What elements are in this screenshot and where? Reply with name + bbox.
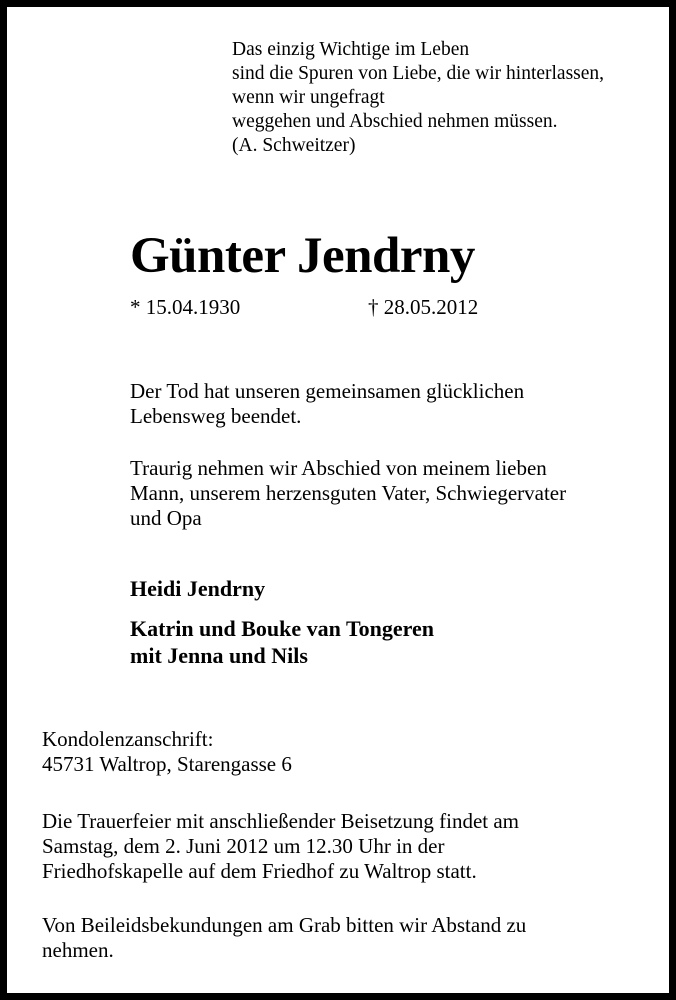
condolence-address: 45731 Waltrop, Starengasse 6 — [42, 752, 292, 776]
body-line: Der Tod hat unseren gemeinsamen glücklichen — [130, 379, 525, 403]
note-line: Von Beileidsbekundungen am Grab bitten wir Abstand zu — [42, 913, 527, 937]
service-line: Friedhofskapelle auf dem Friedhof zu Waltrop statt. — [42, 859, 477, 883]
body-line: Lebensweg beendet. — [130, 404, 302, 428]
quote-line: weggehen und Abschied nehmen müssen. — [232, 111, 558, 132]
service-line: Die Trauerfeier mit anschließender Beisetzung findet am — [42, 809, 520, 833]
mourner-name: mit Jenna und Nils — [130, 643, 308, 668]
quote-line: Das einzig Wichtige im Leben — [232, 39, 470, 60]
condolence-label: Kondolenzanschrift: — [42, 727, 214, 751]
quote-author: (A. Schweitzer) — [232, 135, 356, 156]
mourner-name: Katrin und Bouke van Tongeren — [130, 616, 435, 641]
death-date: † 28.05.2012 — [368, 295, 479, 319]
body-line: und Opa — [130, 506, 202, 530]
birth-date: * 15.04.1930 — [130, 295, 241, 319]
body-line: Traurig nehmen wir Abschied von meinem lieben — [130, 456, 547, 480]
quote-line: sind die Spuren von Liebe, die wir hinterlassen, — [232, 63, 605, 84]
quote-line: wenn wir ungefragt — [232, 87, 385, 108]
body-line: Mann, unserem herzensguten Vater, Schwiegervater — [130, 481, 567, 505]
deceased-name: Günter Jendrny — [130, 228, 475, 284]
service-line: Samstag, dem 2. Juni 2012 um 12.30 Uhr in der — [42, 834, 445, 858]
mourner-name: Heidi Jendrny — [130, 576, 266, 601]
note-line: nehmen. — [42, 938, 114, 962]
